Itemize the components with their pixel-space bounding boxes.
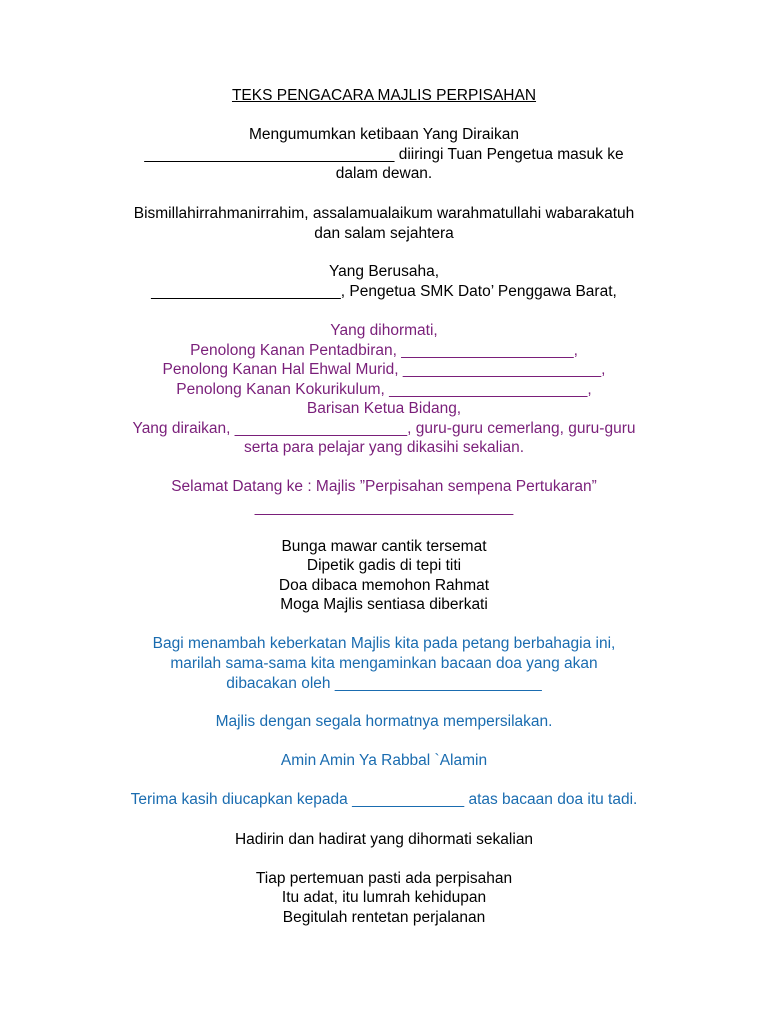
pantun-line-3: Doa dibaca memohon Rahmat [278, 577, 490, 594]
pantun-line-2: Dipetik gadis di tepi titi [306, 557, 462, 574]
honored-line-6: Yang diraikan, ____________________, guru-guru cemerlang, guru-guru [132, 420, 636, 437]
welcome-line-1: Selamat Datang ke : Majlis ”Perpisahan sempena Pertukaran” [171, 478, 597, 495]
prayer-line-2: marilah sama-sama kita mengaminkan bacaan doa yang akan [170, 655, 598, 672]
principal-line-1: Yang Berusaha, [328, 263, 439, 280]
prayer-line-3: dibacakan oleh ________________________ [226, 675, 542, 692]
principal-line-2: ______________________, Pengetua SMK Dato’ Penggawa Barat, [151, 283, 617, 300]
honored-line-4: Penolong Kanan Kokurikulum, _______________________, [176, 381, 592, 398]
pantun-line-1: Bunga mawar cantik tersemat [281, 538, 487, 555]
honored-line-7: serta para pelajar yang dikasihi sekalian. [243, 439, 525, 456]
closing-line-2: Itu adat, itu lumrah kehidupan [281, 889, 487, 906]
audience-line: Hadirin dan hadirat yang dihormati sekalian [234, 831, 534, 848]
closing-line-3: Begitulah rentetan perjalanan [282, 909, 486, 926]
honored-line-2: Penolong Kanan Pentadbiran, ____________________, [190, 342, 578, 359]
greeting-line-1: Bismillahirrahmanirrahim, assalamualaikum warahmatullahi wabarakatuh [133, 205, 635, 222]
announce-line-3: dalam dewan. [335, 165, 433, 182]
honored-line-3: Penolong Kanan Hal Ehwal Murid, _______________________, [162, 361, 606, 378]
amin-line: Amin Amin Ya Rabbal `Alamin [280, 752, 488, 769]
announce-line-2: _____________________________ diiringi Tuan Pengetua masuk ke [144, 146, 624, 163]
closing-line-1: Tiap pertemuan pasti ada perpisahan [255, 870, 513, 887]
document-title: TEKS PENGACARA MAJLIS PERPISAHAN [231, 87, 537, 104]
pantun-line-4: Moga Majlis sentiasa diberkati [280, 596, 488, 613]
announce-line-1: Mengumumkan ketibaan Yang Diraikan [249, 126, 519, 143]
greeting-line-2: dan salam sejahtera [314, 225, 454, 242]
prayer-line-1: Bagi menambah keberkatan Majlis kita pada petang berbahagia ini, [152, 635, 616, 652]
invite-line: Majlis dengan segala hormatnya mempersilakan. [215, 713, 553, 730]
thanks-line: Terima kasih diucapkan kepada _____________ atas bacaan doa itu tadi. [130, 791, 638, 808]
honored-line-1: Yang dihormati, [330, 322, 438, 339]
welcome-line-2: ______________________________ [254, 499, 514, 516]
honored-line-5: Barisan Ketua Bidang, [306, 400, 462, 417]
